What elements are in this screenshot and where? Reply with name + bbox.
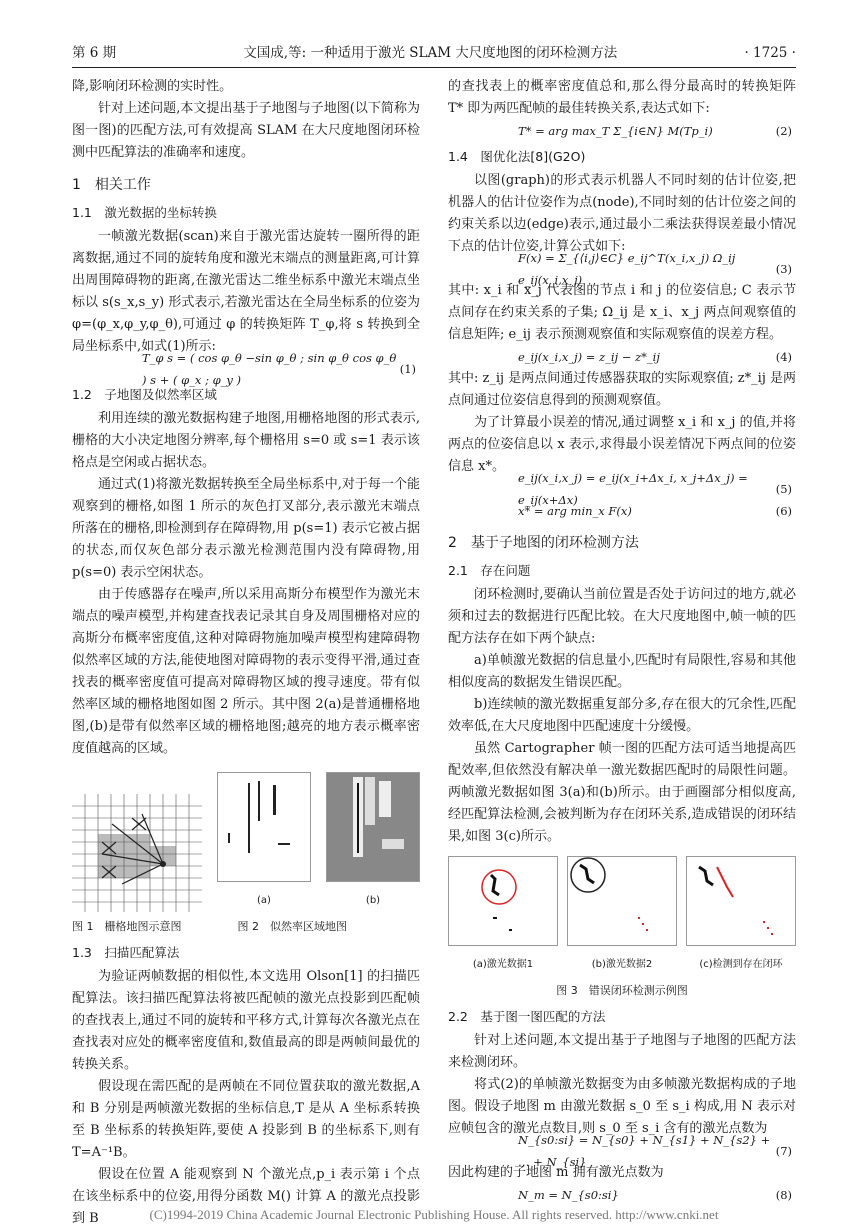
paragraph: 其中: z_ij 是两点间通过传感器获取的实际观察值; z*_ij 是两点间通过位姿信息得到的预测观察值。	[448, 371, 796, 408]
equation-body: e_ij(x_i,x_j) = z_ij − z*_ij	[518, 350, 660, 364]
subfigure-label: (b)激光数据2	[591, 959, 653, 970]
subfigure-label: (a)激光数据1	[472, 959, 534, 970]
laser-data-1-image	[448, 856, 558, 946]
grid-map-figure	[72, 794, 202, 912]
paragraph: 利用连续的激光数据构建子地图,用栅格地图的形式表示,栅格的大小决定地图分辨率,每个栅格用 s=0 或 s=1 表示该格点是空闲或占据状态。	[72, 411, 420, 470]
paragraph: 为验证两帧数据的相似性,本文选用 Olson[1] 的扫描匹配算法。该扫描匹配算法将被匹配帧的激光点投影到匹配帧的查找表上,通过不同的旋转和平移方式,计算每次各激光点在查找表对应处的概率密度值和,数值最高的即是两帧间最优的转换关系。	[72, 969, 420, 1072]
subsection-heading: 1.1 激光数据的坐标转换	[72, 205, 217, 220]
subsection-heading: 1.2 子地图及似然率区域	[72, 387, 217, 402]
equation	[448, 346, 796, 368]
paragraph: 以图(graph)的形式表示机器人不同时刻的估计位姿,把机器人的估计位姿作为点(node),不同时刻的估计位姿之间的约束关系以边(edge)表示,通过最小二乘法获得误差最小情况下点的估计位姿,计算公式如下:	[448, 173, 796, 254]
subfigure-label: (b)	[365, 895, 381, 906]
equation-number: (1)	[399, 362, 416, 376]
section-heading: 2 基于子地图的闭环检测方法	[448, 535, 639, 551]
paragraph: 的查找表上的概率密度值总和,那么得分最高时的转换矩阵 T* 即为两匹配帧的最佳转换关系,表达式如下:	[448, 79, 796, 116]
equation	[448, 120, 796, 142]
equation-number: (6)	[775, 504, 792, 518]
paragraph: 降,影响闭环检测的实时性。	[72, 79, 233, 94]
subfigure-label: (a)	[257, 895, 271, 906]
figure-caption: 图 3 错误闭环检测示例图	[556, 984, 688, 997]
subsection-heading: 2.2 基于图一图匹配的方法	[448, 1009, 606, 1024]
paragraph: 其中: x_i 和 x_j 代表图的节点 i 和 j 的位姿信息; C 表示节点间存在约束关系的子集; Ω_ij 是 x_i、x_j 两点间观察值的信息矩阵; e_ij 表示预测观察值和实际观察值的误差方程。	[448, 283, 796, 342]
equation	[448, 251, 796, 287]
paragraph: 由于传感器存在噪声,所以采用高斯分布模型作为激光末端点的噪声模型,并构建查找表记录其自身及周围栅格对应的高斯分布概率密度值,这种对障碍物施加噪声模型构建障碍物似然率区域的方法,能使地图对障碍物的表示变得平滑,通过查找表的概率密度值可提高对障碍物区域的搜寻速度。带有似然率区域的栅格地图如图 2 所示。其中图 2(a)是普通栅格地图,(b)是带有似然率区域的栅格地图;越亮的地方表示概率密度值越高的区域。	[72, 587, 420, 756]
paragraph: a)单帧激光数据的信息量小,匹配时有局限性,容易和其他相似度高的数据发生错误匹配。	[448, 653, 796, 690]
figure-row	[72, 772, 420, 912]
equation-number: (4)	[775, 350, 792, 364]
equation-number: (3)	[775, 262, 792, 276]
equation-body: T* = arg max_T Σ_{i∈N} M(Tp_i)	[518, 124, 713, 138]
equation-body: e_ij(x_i,x_j) = e_ij(x_i+Δx_i, x_j+Δx_j) = e_ij(x+Δx)	[518, 471, 748, 507]
figure-2b	[326, 772, 420, 912]
right-column	[448, 76, 796, 1206]
figure-3c	[686, 856, 796, 976]
figure-caption: 图 1 栅格地图示意图	[72, 920, 182, 933]
header-rule	[72, 67, 796, 68]
equation	[448, 471, 796, 507]
equation-body: F(x) = Σ_{⟨i,j⟩∈C} e_ij^T(x_i,x_j) Ω_ij e_ij(x_i,x_j)	[518, 251, 736, 287]
figure-caption: 图 2 似然率区域地图	[237, 920, 347, 933]
equation-number: (8)	[775, 1188, 792, 1202]
paragraph: 一帧激光数据(scan)来自于激光雷达旋转一圈所得的距离数据,通过不同的旋转角度和激光末端点的测量距离,可计算出周围障碍物的距离,在激光雷达二维坐标系中激光末端点坐标以 s(s_x,s_y) 形式表示,若激光雷达在全局坐标系的位姿为 φ=(φ_x,φ_y,φ_θ),可通过 φ 的转换矩阵 T_φ,将 s 转换到全局坐标系中,如式(1)所示:	[72, 229, 420, 354]
left-column	[72, 76, 420, 1230]
loop-closure-image	[686, 856, 796, 946]
page-number: · 1725 ·	[744, 45, 796, 61]
occupancy-map-image	[217, 772, 311, 882]
paragraph: 为了计算最小误差的情况,通过调整 x_i 和 x_j 的值,并将两点的位姿信息以 x 表示,求得最小误差情况下两点间的位姿信息 x*。	[448, 415, 796, 474]
paragraph: 将式(2)的单帧激光数据变为由多帧激光数据构成的子地图。假设子地图 m 由激光数据 s_0 至 s_i 构成,用 N 表示对应帧包含的激光点数目,则 s_0 至 s_i 含有的激光点数为	[448, 1077, 796, 1136]
equation-number: (7)	[775, 1144, 792, 1158]
equation-number: (5)	[775, 482, 792, 496]
equation	[72, 351, 420, 387]
figure-3b	[567, 856, 677, 976]
subfigure-label: (c)检测到存在闭环	[699, 959, 783, 970]
equation-number: (2)	[775, 124, 792, 138]
paragraph: 针对上述问题,本文提出基于子地图与子地图的匹配方法来检测闭环。	[448, 1033, 796, 1070]
paragraph: b)连续帧的激光数据重复部分多,存在很大的冗余性,匹配效率低,在大尺度地图中匹配速度十分缓慢。	[448, 697, 796, 734]
subsection-heading: 2.1 存在问题	[448, 563, 531, 578]
copyright-footer: (C)1994-2019 China Academic Journal Electronic Publishing House. All rights reserved. http://www.cnki.net	[149, 1207, 719, 1222]
section-heading: 1 相关工作	[72, 177, 151, 193]
figure-2a	[217, 772, 311, 912]
running-title: 文国成,等: 一种适用于激光 SLAM 大尺度地图的闭环检测方法	[243, 45, 618, 61]
running-header	[72, 42, 796, 64]
paragraph: 针对上述问题,本文提出基于子地图与子地图(以下简称为图一图)的匹配方法,可有效提高 SLAM 在大尺度地图闭环检测中匹配算法的准确率和速度。	[72, 101, 420, 160]
figure-3	[448, 856, 796, 976]
paragraph: 假设在位置 A 能观察到 N 个激光点,p_i 表示第 i 个点在该坐标系中的位姿,用得分函数 M() 计算 A 的激光点投影到 B	[72, 1167, 420, 1226]
equation-body: N_m = N_{s0:si}	[518, 1188, 619, 1202]
paragraph: 闭环检测时,要确认当前位置是否处于访问过的地方,就必须和过去的数据进行匹配比较。在大尺度地图中,帧一帧的匹配方法存在如下两个缺点:	[448, 587, 796, 646]
subsection-heading: 1.3 扫描匹配算法	[72, 945, 180, 960]
equation-body: T_φ s = ( cos φ_θ −sin φ_θ ; sin φ_θ cos φ_θ ) s + ( φ_x ; φ_y )	[142, 351, 397, 387]
paragraph: 通过式(1)将激光数据转换至全局坐标系中,对于每一个能观察到的栅格,如图 1 所示的灰色打叉部分,表示激光末端点所落在的栅格,即检测到存在障碍物,用 p(s=1) 表示它被占据的状态,而仅灰色部分表示激光检测范围内没有障碍物,用 p(s=0) 表示空闲状态。	[72, 477, 420, 580]
equation	[448, 1184, 796, 1206]
equation	[448, 1133, 796, 1169]
figure-captions	[72, 916, 420, 938]
subsection-heading: 1.4 图优化法[8](G2O)	[448, 149, 586, 164]
likelihood-map-image	[326, 772, 420, 882]
equation-body: N_{s0:si} = N_{s0} + N_{s1} + N_{s2} + … + N_{si}	[518, 1133, 771, 1169]
figure-3a	[448, 856, 558, 976]
paragraph: 虽然 Cartographer 帧一图的匹配方法可适当地提高匹配效率,但依然没有解决单一激光数据匹配时的局限性问题。两帧激光数据如图 3(a)和(b)所示。由于画圈部分相似度高,经匹配算法检测,会被判断为存在闭环关系,造成错误的闭环结果,如图 3(c)所示。	[448, 741, 796, 844]
paragraph: 因此构建的子地图 m 拥有激光点数为	[448, 1165, 664, 1180]
issue-number: 第 6 期	[72, 45, 117, 61]
equation-body: x* = arg min_x F(x)	[518, 504, 632, 518]
laser-data-2-image	[567, 856, 677, 946]
paragraph: 假设现在需匹配的是两帧在不同位置获取的激光数据,A 和 B 分别是两帧激光数据的坐标信息,T 是从 A 坐标系转换至 B 坐标系的转换矩阵,要使 A 投影到 B 的坐标系下,则有 T=A⁻¹B。	[72, 1079, 420, 1160]
